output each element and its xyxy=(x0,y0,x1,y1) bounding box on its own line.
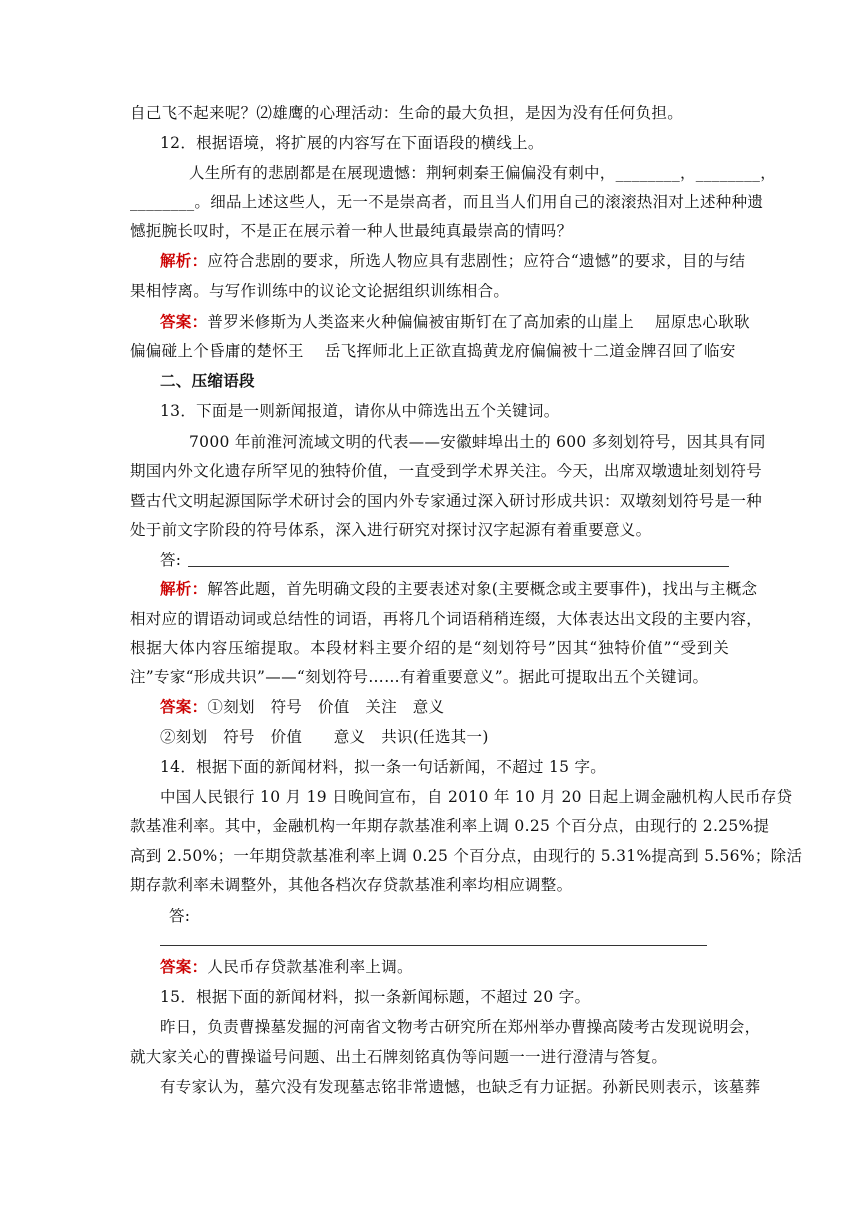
passage-12-line-1: 人生所有的悲剧都是在展现遗憾：荆轲刺秦王偏偏没有刺中，________，________， xyxy=(189,164,777,182)
passage-15-line-2: 就大家关心的曹操谥号问题、出土石牌刻铭真伪等问题一一进行澄清与答复。 xyxy=(130,1048,668,1066)
passage-13-line-1: 7000 年前淮河流域文明的代表——安徽蚌埠出土的 600 多刻划符号，因其具有同 xyxy=(189,433,766,451)
answer-14: 答案：人民币存贷款基准利率上调。 xyxy=(160,957,413,976)
passage-15-line-1: 昨日，负责曹操墓发掘的河南省文物考古研究所在郑州举办曹操高陵考古发现说明会， xyxy=(160,1018,761,1036)
passage-14-line-3: 高到 2.50%；一年期贷款基准利率上调 0.25 个百分点，由现行的 5.31%提高到 5.56%；除活 xyxy=(130,847,803,865)
passage-14-line-2: 款基准利率。其中，金融机构一年期存款基准利率上调 0.25 个百分点，由现行的 2.25%提 xyxy=(130,817,770,835)
passage-12-line-3: 憾扼腕长叹时，不是正在展示着一种人世最纯真最崇高的情吗？ xyxy=(130,222,573,240)
analysis-12-line-2: 果相悖离。与写作训练中的议论文论据组织训练相合。 xyxy=(130,282,510,300)
answer-12-line-1: 答案：普罗米修斯为人类盗来火种偏偏被宙斯钉在了高加索的山崖上 屈原忠心耿耿 xyxy=(160,312,750,331)
analysis-label: 解析： xyxy=(160,579,208,598)
passage-14-line-4: 期存款利率未调整外，其他各档次存贷款基准利率均相应调整。 xyxy=(130,876,573,894)
passage-13-line-3: 暨古代文明起源国际学术研讨会的国内外专家通过深入研讨形成共识：双墩刻划符号是一种 xyxy=(130,492,763,510)
analysis-13-line-3: 根据大体内容压缩提取。本段材料主要介绍的是“刻划符号”因其“独特价值”“受到关 xyxy=(130,639,729,657)
passage-13-line-4: 处于前文字阶段的符号体系，深入进行研究对探讨汉字起源有着重要意义。 xyxy=(130,521,652,539)
question-15: 15．根据下面的新闻材料，拟一条新闻标题，不超过 20 字。 xyxy=(160,988,591,1006)
analysis-13-line-4: 注”专家“形成共识”——“刻划符号……有着重要意义”。据此可提取出五个关键词。 xyxy=(130,668,709,686)
answer-line-13[interactable] xyxy=(188,566,729,567)
analysis-12-line-1: 解析：应符合悲剧的要求，所选人物应具有悲剧性；应符合“遗憾”的要求，目的与结 xyxy=(160,251,746,270)
answer-label: 答案： xyxy=(160,697,208,716)
passage-15-line-3: 有专家认为，墓穴没有发现墓志铭非常遗憾，也缺乏有力证据。孙新民则表示，该墓葬 xyxy=(160,1078,761,1096)
answer-13-line-2: ②刻划 符号 价值 意义 共识(任选其一) xyxy=(160,728,489,746)
section-heading: 二、压缩语段 xyxy=(160,371,255,390)
line-q11-tail: 自己飞不起来呢？⑵雄鹰的心理活动：生命的最大负担，是因为没有任何负担。 xyxy=(130,104,684,122)
answer-line-14[interactable] xyxy=(160,945,707,946)
question-14: 14．根据下面的新闻材料，拟一条一句话新闻，不超过 15 字。 xyxy=(160,758,607,776)
answer-prompt-13: 答: xyxy=(160,551,182,569)
passage-14-line-1: 中国人民银行 10 月 19 日晚间宣布，自 2010 年 10 月 20 日起上调金融机构人民币存贷 xyxy=(160,788,793,806)
answer-prompt-14: 答: xyxy=(169,907,191,925)
analysis-label: 解析： xyxy=(160,251,208,270)
question-13: 13．下面是一则新闻报道，请你从中筛选出五个关键词。 xyxy=(160,402,560,420)
analysis-13-line-1: 解析：解答此题，首先明确文段的主要表述对象(主要概念或主要事件)，找出与主概念 xyxy=(160,579,758,598)
analysis-13-line-2: 相对应的谓语动词或总结性的词语，再将几个词语稍稍连缀，大体表达出文段的主要内容， xyxy=(130,610,763,628)
passage-13-line-2: 期国内外文化遗存所罕见的独特价值，一直受到学术界关注。今天，出席双墩遗址刻划符号 xyxy=(130,462,763,480)
answer-12-line-2: 偏偏碰上个昏庸的楚怀王 岳飞挥师北上正欲直捣黄龙府偏偏被十二道金牌召回了临安 xyxy=(130,342,736,360)
answer-13-line-1: 答案：①刻划 符号 价值 关注 意义 xyxy=(160,697,445,716)
answer-label: 答案： xyxy=(160,957,208,976)
question-12: 12．根据语境，将扩展的内容写在下面语段的横线上。 xyxy=(160,134,544,152)
answer-label: 答案： xyxy=(160,312,208,331)
passage-12-line-2: ________。细品上述这些人，无一不是崇高者，而且当人们用自己的滚滚热泪对上述种种遗 xyxy=(130,193,764,211)
